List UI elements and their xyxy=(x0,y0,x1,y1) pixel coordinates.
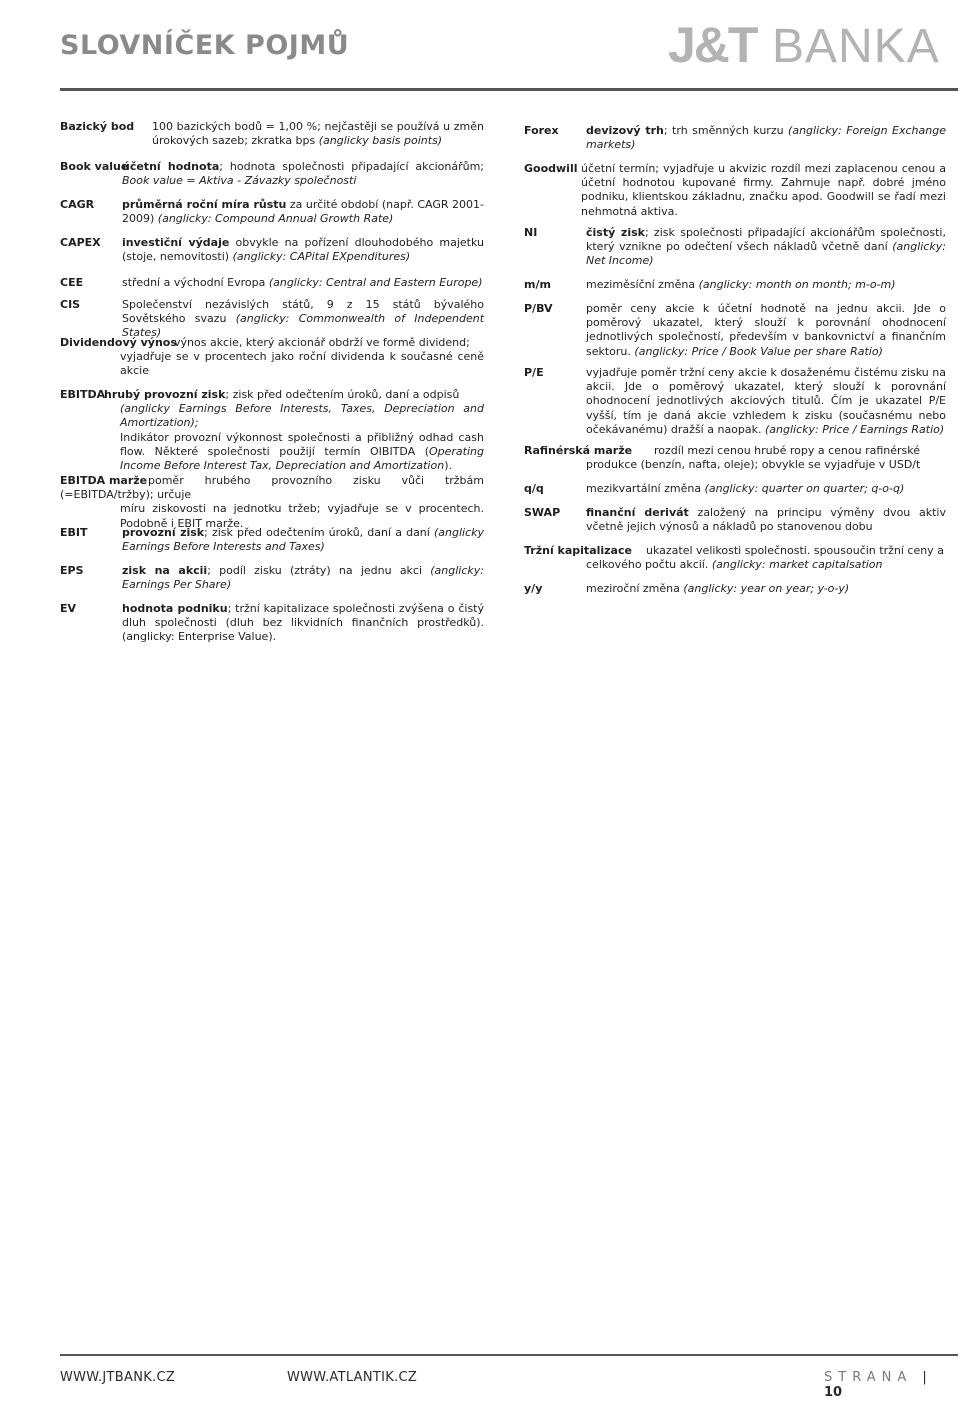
glossary-entry-dividendovy-vynos xyxy=(60,336,484,379)
glossary-entry-rafinerska-marze xyxy=(524,444,946,472)
jt-banka-logo xyxy=(668,18,948,70)
svg-text:BANKA: BANKA xyxy=(772,20,940,70)
glossary-term: CEE xyxy=(60,276,84,289)
glossary-entry-q-q xyxy=(524,482,946,496)
glossary-definition: meziměsíční změna (anglicky: month on month; m-o-m) xyxy=(586,278,896,291)
footer-divider xyxy=(60,1354,958,1356)
glossary-term: Goodwill xyxy=(524,162,578,175)
glossary-definition: investiční výdaje obvykle na pořízení dlouhodobého majetku (stoje, nemovitosti) (anglicky: CAPital EXpenditures) xyxy=(122,236,484,264)
glossary-definition: hodnota podniku; tržní kapitalizace společnosti zvýšena o čistý dluh společnosti (dluh bez likvidních finančních prostředků). (anglicky: Enterprise Value). xyxy=(122,602,484,644)
glossary-left-column xyxy=(60,120,484,680)
glossary-entry-book-value xyxy=(60,160,484,188)
glossary-term: Book value xyxy=(60,160,129,173)
glossary-term: NI xyxy=(524,226,538,239)
glossary-entry-goodwill xyxy=(524,162,946,219)
glossary-entry-cis xyxy=(60,298,484,341)
glossary-entry-ebit xyxy=(60,526,484,554)
glossary-term: P/BV xyxy=(524,302,553,315)
glossary-entry-m-m xyxy=(524,278,946,292)
glossary-definition: meziroční změna (anglicky: year on year; y-o-y) xyxy=(586,582,850,595)
glossary-term: EPS xyxy=(60,564,84,577)
glossary-term: q/q xyxy=(524,482,544,495)
glossary-entry-p-bv xyxy=(524,302,946,359)
glossary-definition: účetní termín; vyjadřuje u akvizic rozdíl mezi zaplacenou cenou a účetní hodnotou kupované firmy. Zahrnuje např. dobré jméno podniku, klientskou základnu, značku apod. Goodwill se řadí mezi nehmotná aktiva. xyxy=(581,162,946,218)
page-label: STRANA xyxy=(824,1370,913,1385)
glossary-entry-bazicky-bod xyxy=(60,120,484,148)
glossary-definition: průměrná roční míra růstu za určité období (např. CAGR 2001-2009) (anglicky: Compound Annual Growth Rate) xyxy=(122,198,484,226)
glossary-entry-trzni-kapitalizace xyxy=(524,544,946,572)
glossary-definition: zisk na akcii; podíl zisku (ztráty) na jednu akci (anglicky: Earnings Per Share) xyxy=(122,564,484,592)
glossary-entry-p-e xyxy=(524,366,946,437)
glossary-entry-capex xyxy=(60,236,484,264)
page-number-value: 10 xyxy=(824,1385,843,1400)
page-title: SLOVNÍČEK POJMŮ xyxy=(60,30,350,61)
glossary-entry-ebitda xyxy=(60,388,484,473)
glossary-term: SWAP xyxy=(524,506,561,519)
glossary-entry-ni xyxy=(524,226,946,269)
glossary-definition: hrubý provozní zisk; zisk před odečtením úroků, daní a odpisů (anglicky Earnings Before Interests, Taxes, Depreciation and Amortization); Indikátor provozní výkonnost společnosti a přibližný odhad cash flow. Některé společnosti použijí termín OIBITDA (Operating Income Before Interest Tax, Depreciation and Amortization). xyxy=(104,388,484,473)
footer-link-jtbank[interactable]: WWW.JTBANK.CZ xyxy=(60,1370,176,1385)
header-divider xyxy=(60,88,958,91)
glossary-entry-swap xyxy=(524,506,946,534)
glossary-term: EBIT xyxy=(60,526,88,539)
glossary-term: m/m xyxy=(524,278,551,291)
glossary-term: P/E xyxy=(524,366,544,379)
glossary-entry-cagr xyxy=(60,198,484,226)
glossary-definition: ukazatel velikosti společnosti. spousoučin tržní ceny a celkového počtu akcií. (anglicky: market capitalsation xyxy=(586,544,944,572)
glossary-definition: rozdíl mezi cenou hrubé ropy a cenou rafinérské produkce (benzín, nafta, oleje); obvykle se vyjadřuje v USD/t xyxy=(586,444,921,472)
glossary-term: CAGR xyxy=(60,198,95,211)
glossary-term: Forex xyxy=(524,124,559,137)
footer-link-atlantik[interactable]: WWW.ATLANTIK.CZ xyxy=(287,1370,418,1385)
glossary-definition: čistý zisk; zisk společnosti připadající akcionářům společnosti, který vznikne po odečtení všech nákladů včetně daní (anglicky: Net Income) xyxy=(586,226,946,268)
glossary-term: Bazický bod xyxy=(60,120,135,133)
glossary-term: EBITDA xyxy=(60,388,106,401)
glossary-entry-eps xyxy=(60,564,484,592)
glossary-term: Dividendový výnos xyxy=(60,336,177,349)
glossary-entry-cee xyxy=(60,276,484,290)
glossary-entry-y-y xyxy=(524,582,946,596)
glossary-definition: finanční derivát založený na principu výměny dvou aktiv včetně jejich výnosů a nákladů po stanovenou dobu xyxy=(586,506,946,534)
glossary-definition: mezikvartální změna (anglicky: quarter on quarter; q-o-q) xyxy=(586,482,905,495)
glossary-term: EV xyxy=(60,602,77,615)
glossary-right-column xyxy=(524,120,946,680)
glossary-term: y/y xyxy=(524,582,543,595)
glossary-definition: provozní zisk; zisk před odečtením úroků, daní a daní (anglicky Earnings Before Interests and Taxes) xyxy=(122,526,485,554)
glossary-definition: 100 bazických bodů = 1,00 %; nejčastěji se používá u změn úrokových sazeb; zkratka bps (anglicky basis points) xyxy=(152,120,484,148)
glossary-definition: výnos akcie, který akcionář obdrží ve formě dividend; vyjadřuje se v procentech jako roční dividenda k současné ceně akcie xyxy=(120,336,484,378)
glossary-entry-ebitda-marze xyxy=(60,474,484,531)
glossary-definition: poměr ceny akcie k účetní hodnotě na jednu akcii. Jde o poměrový ukazatel, který slouží k porovnání ohodnocení jednotlivých společností, především v bankovnictví a finančním sektoru. (anglicky: Price / Book Value per share Ratio) xyxy=(586,302,946,358)
glossary-entry-forex xyxy=(524,124,946,152)
glossary-entry-ev xyxy=(60,602,484,645)
glossary-definition: střední a východní Evropa (anglicky: Central and Eastern Europe) xyxy=(122,276,483,289)
glossary-term: EBITDA marže xyxy=(60,474,148,487)
glossary-term: CIS xyxy=(60,298,81,311)
glossary-term: Rafinérská marže xyxy=(524,444,633,457)
glossary-term: CAPEX xyxy=(60,236,101,249)
glossary-definition: devizový trh; trh směnných kurzu (anglicky: Foreign Exchange markets) xyxy=(586,124,946,152)
glossary-term: Tržní kapitalizace xyxy=(524,544,632,557)
glossary-definition: poměr hrubého provozního zisku vůči tržbám (=EBITDA/tržby); určuje míru ziskovosti na jednotku tržeb; vyjadřuje se v procentech. Podobně i EBIT marže. xyxy=(60,474,484,530)
glossary-definition: účetní hodnota; hodnota společnosti připadající akcionářům; Book value = Aktiva - Závazky společnosti xyxy=(122,160,484,188)
page-number xyxy=(824,1370,960,1400)
glossary-definition: vyjadřuje poměr tržní ceny akcie k dosaženému čistému zisku na akcii. Jde o poměrový ukazatel, který slouží k porovnání ohodnocení jednotlivých akciových titulů. Čím je ukazatel P/E vyšší, tím je daná akcie vzhledem k zisku (současnému nebo očekávanému) dražší a naopak. (anglicky: Price / Earnings Ratio) xyxy=(586,366,946,436)
glossary-definition: Společenství nezávislých států, 9 z 15 států bývalého Sovětského svazu (anglicky: Commonwealth of Independent States) xyxy=(122,298,485,340)
svg-text:J&T: J&T xyxy=(668,18,757,70)
page-separator: | xyxy=(922,1370,927,1385)
